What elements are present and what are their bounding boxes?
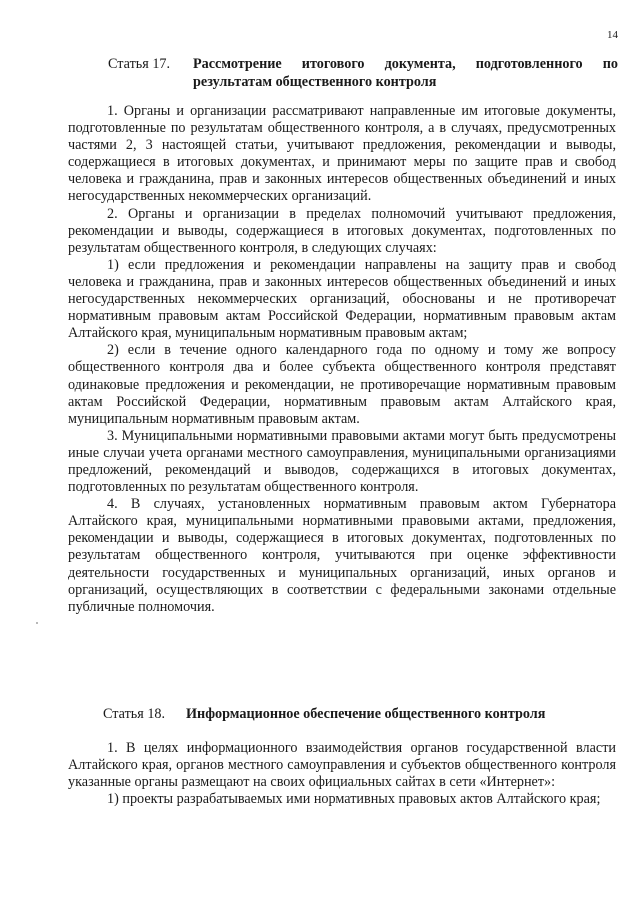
article-17-title: Рассмотрение итогового документа, подготовленного по результатам общественного контроля	[193, 56, 618, 90]
article-17-heading	[68, 55, 616, 95]
article-17-paragraph: 3. Муниципальными нормативными правовыми актами могут быть предусмотрены иные случаи учета органами местного самоуправления, муниципальными организациями предложений, рекомендаций и выводов, содержащихся в итоговых документах, подготовленных по результатам общественного контроля.	[68, 427, 616, 496]
article-17-paragraph: 2) если в течение одного календарного года по одному и тому же вопросу общественного контроля два и более субъекта общественного контроля представят одинаковые предложения и рекомендации, не противоречащие нормативным правовым актам Российской Федерации, нормативным правовым актам Алтайского края, муниципальным нормативным правовым актам.	[68, 342, 616, 427]
article-17-label: Статья 17.	[108, 56, 171, 72]
article-17-paragraph: 1) если предложения и рекомендации направлены на защиту прав и свобод человека и гражданина, прав и законных интересов общественных объединений и иных негосударственных некоммерческих организаций, обоснованы и не противоречат нормативным правовым актам Российской Федерации, нормативным правовым актам Алтайского края, муниципальным нормативным правовым актам;	[68, 256, 616, 342]
article-18-paragraph: 1. В целях информационного взаимодействия органов государственной власти Алтайского края, органов местного самоуправления и субъектов общественного контроля указанные органы размещают на своих официальных сайтах в сети «Интернет»:	[68, 740, 616, 791]
article-17-paragraph: 1. Органы и организации рассматривают направленные им итоговые документы, подготовленные по результатам общественного контроля, а в случаях, предусмотренных частями 2, 3 настоящей статьи, учитывают предложения, рекомендации и выводы, содержащиеся в итоговых документах, и принимают меры по защите прав и свобод человека и гражданина, прав и законных интересов общественных объединений и иных негосударственных некоммерческих организаций.	[68, 103, 616, 205]
article-18-heading	[68, 705, 616, 725]
article-18-title: Информационное обеспечение общественного контроля	[186, 706, 546, 722]
article-17-body	[68, 103, 616, 616]
article-18-body	[68, 740, 616, 808]
article-17-paragraph: 4. В случаях, установленных нормативным правовым актом Губернатора Алтайского края, муниципальными нормативными правовыми актами, предложения, рекомендации и выводы, содержащиеся в итоговых документах, подготовленных по результатам общественного контроля, учитываются при оценке эффективности деятельности государственных и муниципальных организаций, иных органов и организаций, осуществляющих в соответствии с федеральными законами отдельные публичные полномочия.	[68, 496, 616, 615]
page-number: 14	[607, 29, 618, 41]
article-18-label: Статья 18.	[103, 706, 166, 722]
scan-speck	[36, 622, 38, 624]
article-18-paragraph: 1) проекты разрабатываемых ими нормативных правовых актов Алтайского края;	[107, 791, 601, 808]
article-17-paragraph: 2. Органы и организации в пределах полномочий учитывают предложения, рекомендации и выводы, содержащиеся в итоговых документах, подготовленных по результатам общественного контроля, в следующих случаях:	[68, 205, 616, 256]
